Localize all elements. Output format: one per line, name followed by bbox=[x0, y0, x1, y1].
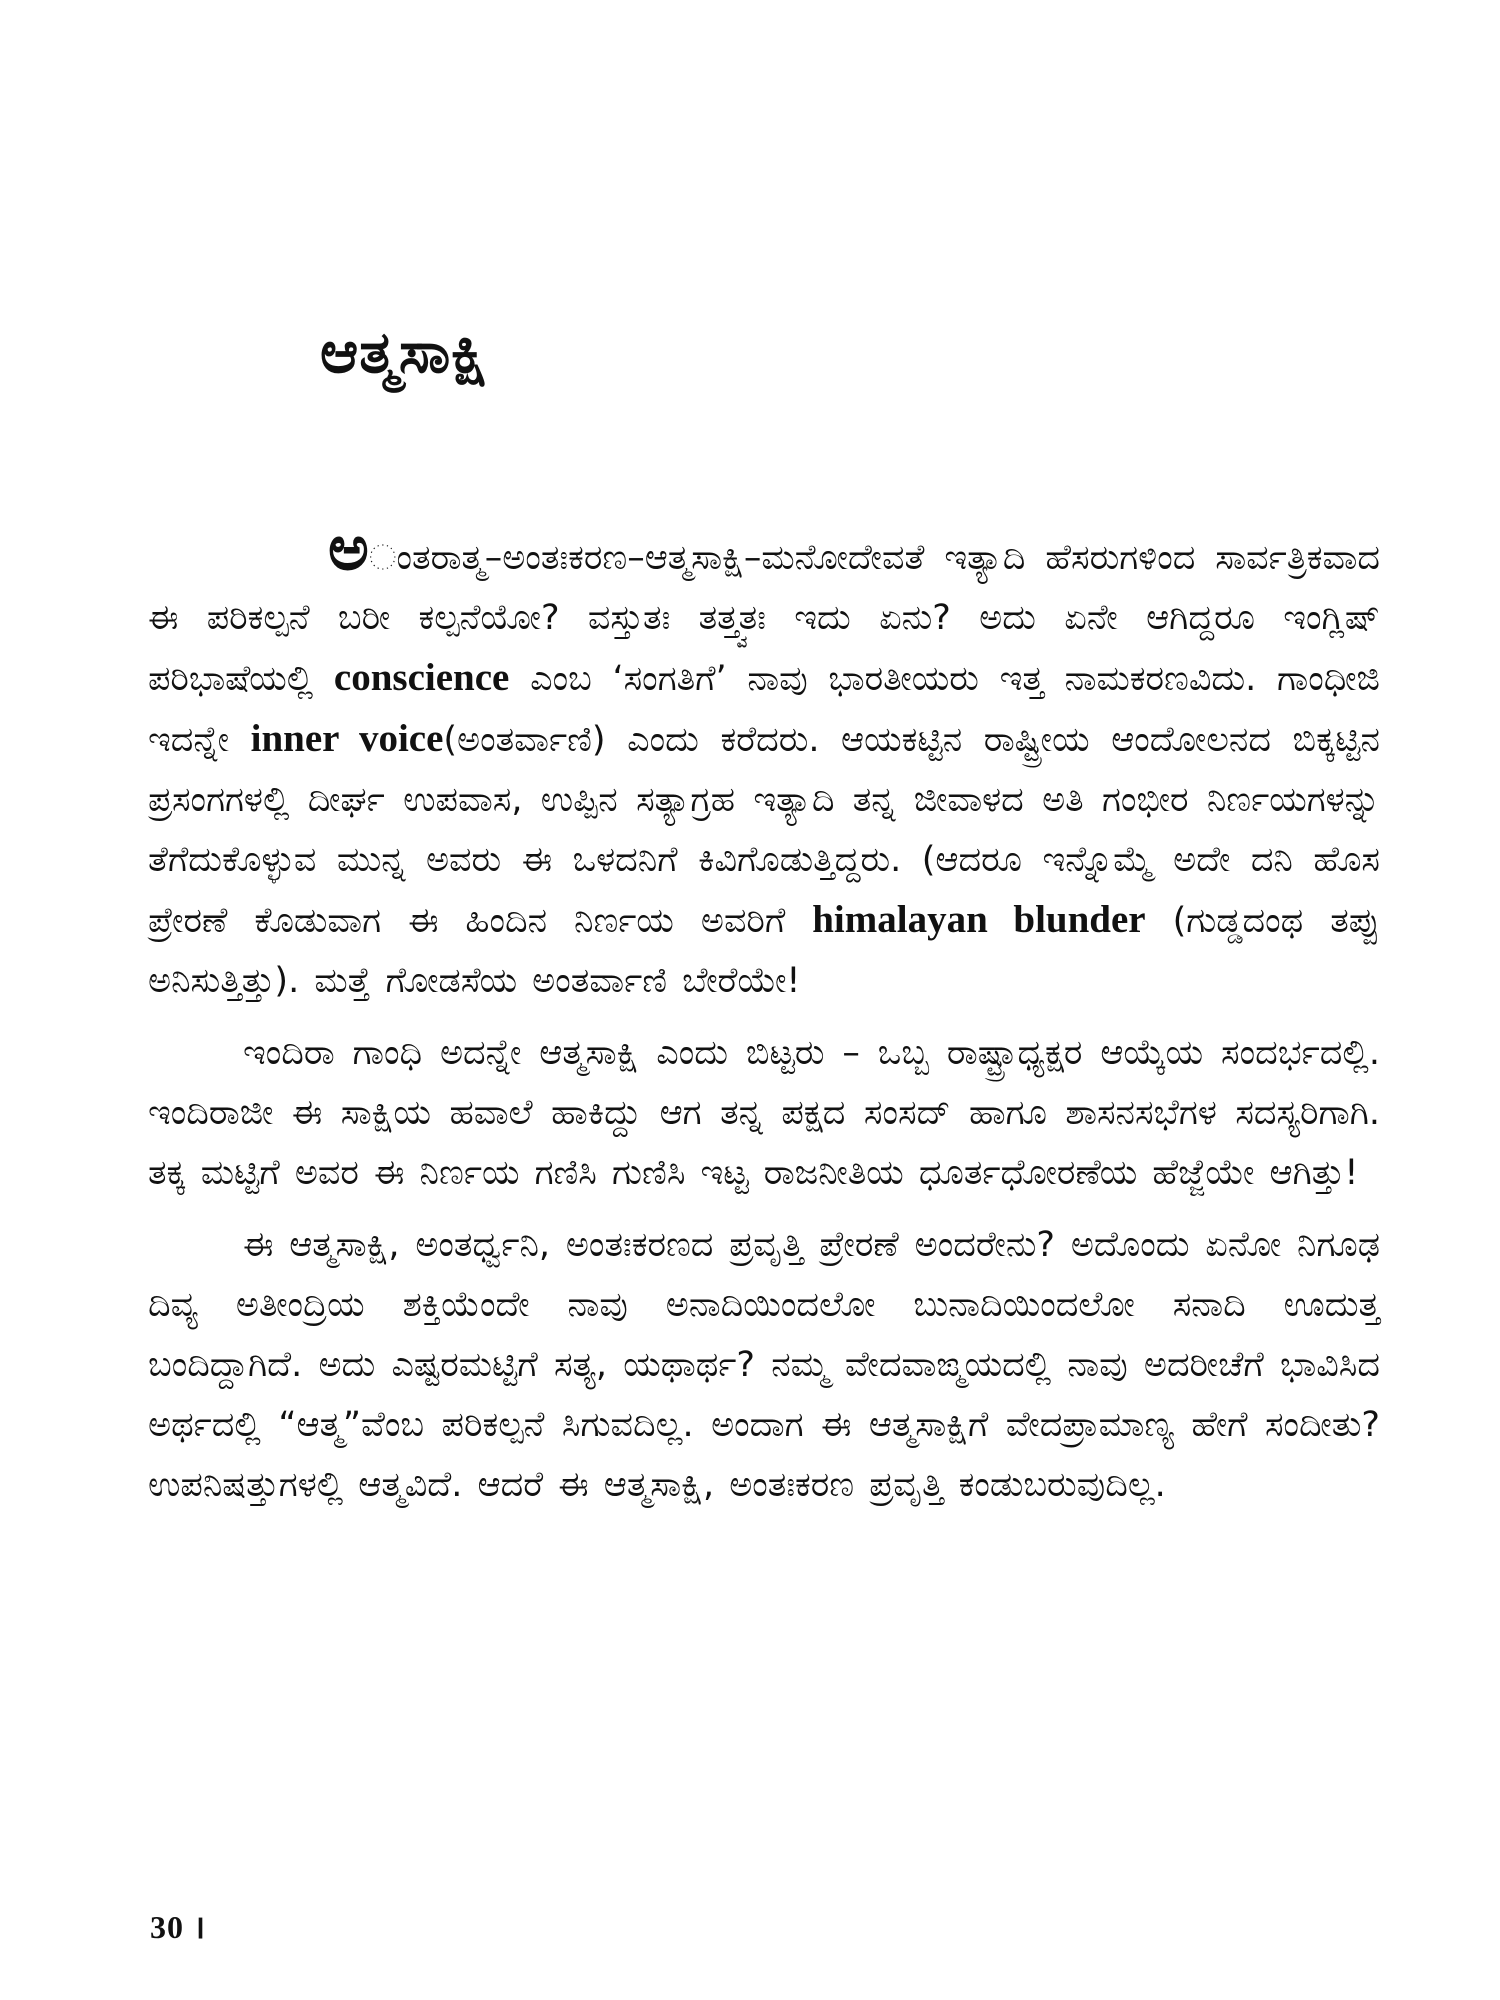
english-term-inner-voice: inner voice bbox=[250, 717, 444, 760]
english-term-conscience: conscience bbox=[333, 656, 510, 699]
paragraph-2: ಇಂದಿರಾ ಗಾಂಧಿ ಅದನ್ನೇ ಆತ್ಮಸಾಕ್ಷಿ ಎಂದು ಬಿಟ್ಟರು – ಒಬ್ಬ ರಾಷ್ಟ್ರಾಧ್ಯಕ್ಷರ ಆಯ್ಕೆಯ ಸಂದರ್ಭದಲ್ಲಿ. ಇಂದಿರಾಜೀ ಈ ಸಾಕ್ಷಿಯ ಹವಾಲೆ ಹಾಕಿದ್ದು ಆಗ ತನ್ನ ಪಕ್ಷದ ಸಂಸದ್ ಹಾಗೂ ಶಾಸನಸಭೆಗಳ ಸದಸ್ಯರಿಗಾಗಿ. ತಕ್ಕ ಮಟ್ಟಿಗೆ ಅವರ ಈ ನಿರ್ಣಯ ಗಣಿಸಿ ಗುಣಿಸಿ ಇಟ್ಟ ರಾಜನೀತಿಯ ಧೂರ್ತಧೋರಣೆಯ ಹೆಜ್ಜೆಯೇ ಆಗಿತ್ತು! bbox=[148, 1033, 1380, 1193]
paragraph-3: ಈ ಆತ್ಮಸಾಕ್ಷಿ, ಅಂತರ್ಧ್ವನಿ, ಅಂತಃಕರಣದ ಪ್ರವೃತ್ತಿ ಪ್ರೇರಣೆ ಅಂದರೇನು? ಅದೊಂದು ಏನೋ ನಿಗೂಢ ದಿವ್ಯ ಅತೀಂದ್ರಿಯ ಶಕ್ತಿಯೆಂದೇ ನಾವು ಅನಾದಿಯಿಂದಲೋ ಬುನಾದಿಯಿಂದಲೋ ಸನಾದಿ ಊದುತ್ತ ಬಂದಿದ್ದಾಗಿದೆ. ಅದು ಎಷ್ಟರಮಟ್ಟಿಗೆ ಸತ್ಯ, ಯಥಾರ್ಥ? ನಮ್ಮ ವೇದವಾಙ್ಮಯದಲ್ಲಿ ನಾವು ಅದರೀಚೆಗೆ ಭಾವಿಸಿದ ಅರ್ಥದಲ್ಲಿ “ಆತ್ಮ”ವೆಂಬ ಪರಿಕಲ್ಪನೆ ಸಿಗುವದಿಲ್ಲ. ಅಂದಾಗ ಈ ಆತ್ಮಸಾಕ್ಷಿಗೆ ವೇದಪ್ರಾಮಾಣ್ಯ ಹೇಗೆ ಸಂದೀತು? ಉಪನಿಷತ್ತುಗಳಲ್ಲಿ ಆತ್ಮವಿದೆ. ಆದರೆ ಈ ಆತ್ಮಸಾಕ್ಷಿ, ಅಂತಃಕರಣ ಪ್ರವೃತ್ತಿ ಕಂಡುಬರುವುದಿಲ್ಲ. bbox=[148, 1225, 1380, 1505]
page-number: 30 । bbox=[150, 1909, 207, 1945]
paragraph-1-segment-1: ಂತರಾತ್ಮ–ಅಂತಃಕರಣ–ಆತ್ಮಸಾಕ್ಷಿ–ಮನೋದೇವತೆ ಇತ್ಯಾದಿ ಹೆಸರುಗಳಿಂದ ಸಾರ್ವತ್ರಿಕವಾದ ಈ ಪರಿಕಲ್ಪನೆ ಬರೀ ಕಲ್ಪನೆಯೋ? ವಸ್ತುತಃ ತತ್ತ್ವತಃ ಇದು ಏನು? ಅದು ಏನೇ ಆಗಿದ್ದರೂ ಇಂಗ್ಲಿಷ್ ಪರಿಭಾಷೆಯಲ್ಲಿ bbox=[148, 538, 1380, 699]
chapter-title: ಆತ್ಮಸಾಕ್ಷಿ bbox=[320, 318, 489, 386]
paragraph-1-segment-3: (ಅಂತರ್ವಾಣಿ) ಎಂದು ಕರೆದರು. ಆಯಕಟ್ಟಿನ ರಾಷ್ಟ್ರೀಯ ಆಂದೋಲನದ ಬಿಕ್ಕಟ್ಟಿನ ಪ್ರಸಂಗಗಳಲ್ಲಿ ದೀರ್ಘ ಉಪವಾಸ, ಉಪ್ಪಿನ ಸತ್ಯಾಗ್ರಹ ಇತ್ಯಾದಿ ತನ್ನ ಜೀವಾಳದ ಅತಿ ಗಂಭೀರ ನಿರ್ಣಯಗಳನ್ನು ತೆಗೆದುಕೊಳ್ಳುವ ಮುನ್ನ ಅವರು ಈ ಒಳದನಿಗೆ ಕಿವಿಗೊಡುತ್ತಿದ್ದರು. (ಆದರೂ ಇನ್ನೊಮ್ಮೆ ಅದೇ ದನಿ ಹೊಸ ಪ್ರೇರಣೆ ಕೊಡುವಾಗ ಈ ಹಿಂದಿನ ನಿರ್ಣಯ ಅವರಿಗೆ bbox=[148, 720, 1380, 941]
body-text bbox=[148, 511, 1380, 1515]
paragraph-1-segment-4: (ಗುಡ್ಡದಂಥ ತಪ್ಪು ಅನಿಸುತ್ತಿತ್ತು). ಮತ್ತೆ ಗೋಡಸೆಯ ಅಂತರ್ವಾಣಿ ಬೇರೆಯೇ! bbox=[148, 901, 1380, 1001]
paragraph-1-segment-2: ಎಂಬ ‘ಸಂಗತಿಗೆ’ ನಾವು ಭಾರತೀಯರು ಇತ್ತ ನಾಮಕರಣವಿದು. ಗಾಂಧೀಜಿ ಇದನ್ನೇ bbox=[148, 659, 1380, 760]
paragraph-1 bbox=[148, 511, 1380, 1011]
drop-cap-letter: ಅ bbox=[328, 511, 369, 584]
english-term-himalayan-blunder: himalayan blunder bbox=[812, 898, 1146, 941]
